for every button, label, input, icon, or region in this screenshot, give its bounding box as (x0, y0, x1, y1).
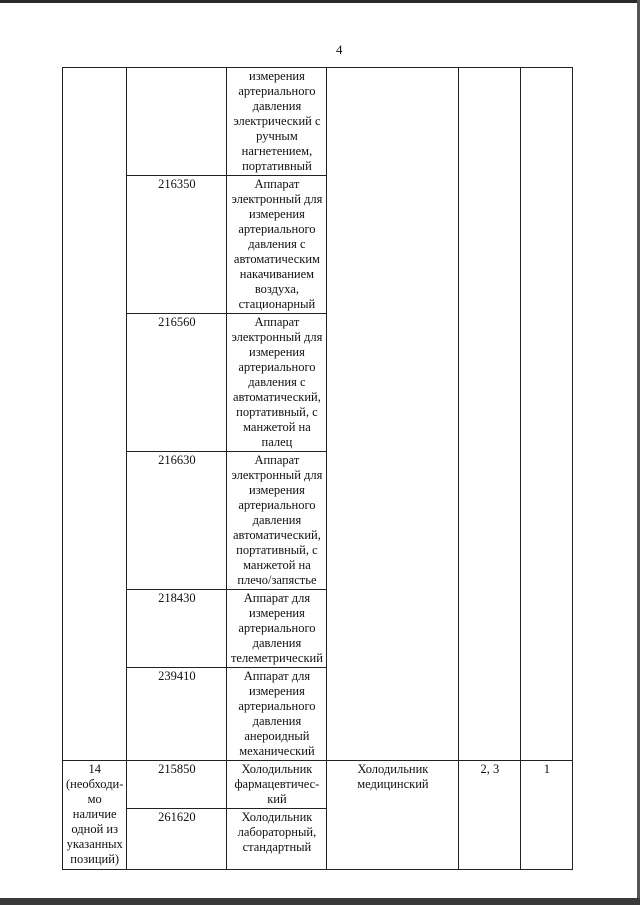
cell-code: 261620 (127, 809, 227, 870)
cell-device-name: Холодильник фармацевтичес-кий (227, 761, 327, 809)
cell-code (127, 68, 227, 176)
cell-col5-value: 2, 3 (459, 761, 521, 870)
cell-empty-col5 (459, 68, 521, 761)
cell-device-name: Холодильник лабораторный, стандартный (227, 809, 327, 870)
cell-device-name: Аппарат электронный для измерения артериального давления с автоматический, портативный, с манжетой на палец (227, 314, 327, 452)
cell-code: 216630 (127, 452, 227, 590)
cell-device-name: Аппарат электронный для измерения артериального давления с автоматическим накачиванием воздуха, стационарный (227, 176, 327, 314)
cell-device-name: Аппарат электронный для измерения артериального давления автоматический, портативный, с манжетой на плечо/запястье (227, 452, 327, 590)
scan-edge-bottom (0, 898, 640, 905)
cell-empty-col4 (327, 68, 459, 761)
cell-col6-value: 1 (521, 761, 573, 870)
table-row-continuation (63, 68, 573, 176)
cell-code: 218430 (127, 590, 227, 668)
cell-equipment-name: Холодильник медицинский (327, 761, 459, 870)
table-row-group-14 (63, 761, 573, 809)
cell-code: 215850 (127, 761, 227, 809)
cell-code: 239410 (127, 668, 227, 761)
cell-device-name: Аппарат для измерения артериального давления телеметрический (227, 590, 327, 668)
cell-device-name: Аппарат для измерения артериального давления анероидный механический (227, 668, 327, 761)
cell-code: 216560 (127, 314, 227, 452)
page-number: 4 (336, 42, 343, 57)
cell-position-number: 14 (необходи-мо наличие одной из указанных позиций) (63, 761, 127, 870)
cell-empty-col1 (63, 68, 127, 761)
cell-empty-col6 (521, 68, 573, 761)
equipment-table (62, 67, 573, 870)
scan-edge-top (0, 0, 640, 3)
cell-device-name: измерения артериального давления электрический с ручным нагнетением, портативный (227, 68, 327, 176)
cell-code: 216350 (127, 176, 227, 314)
